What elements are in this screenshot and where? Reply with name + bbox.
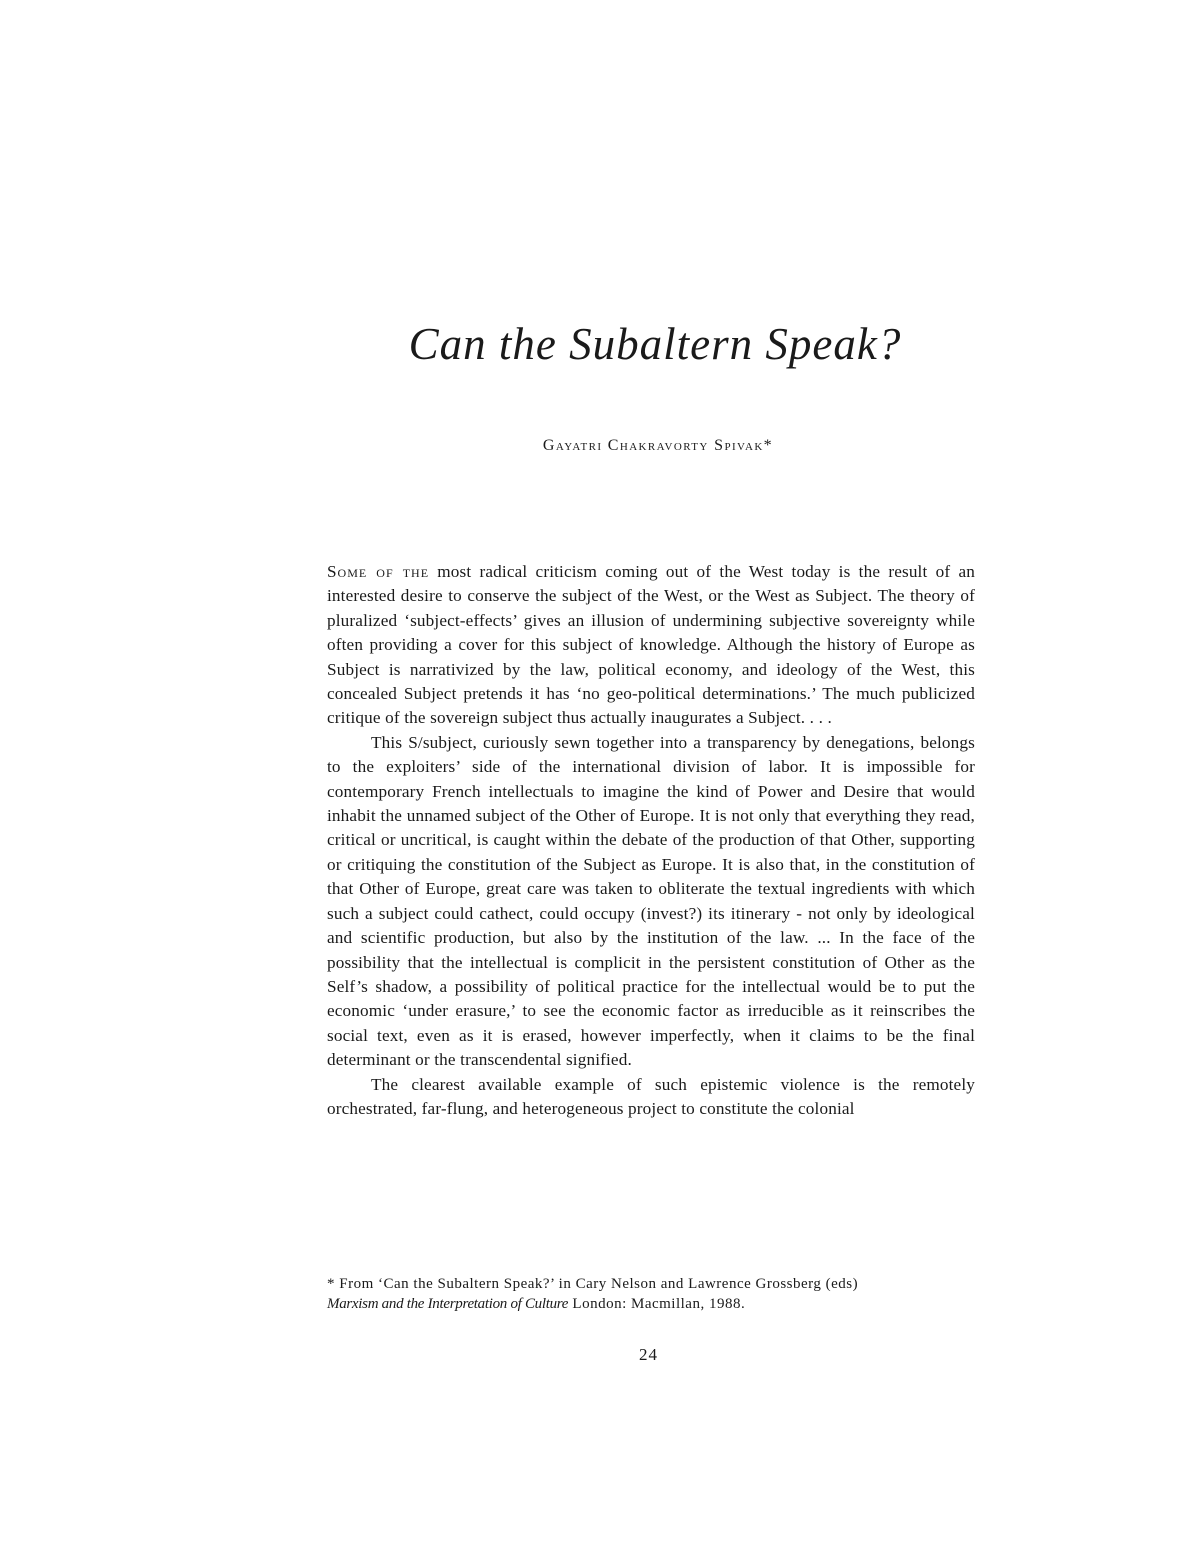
footnote-publisher: London: Macmillan, 1988. [568, 1296, 746, 1312]
footnote-line-2 [327, 1294, 975, 1314]
footnote-line-1: * From ‘Can the Subaltern Speak?’ in Cary Nelson and Lawrence Grossberg (eds) [327, 1276, 859, 1292]
footnote [327, 1274, 975, 1314]
paragraph-3: The clearest available example of such epistemic violence is the remotely orchestrated, far-flung, and heterogeneous project to constitute the colonial [327, 1074, 975, 1118]
opening-smallcaps: Some of the [327, 562, 430, 581]
paragraph-1 [327, 560, 975, 731]
page-number: 24 [639, 1345, 658, 1364]
body-text [327, 560, 975, 1121]
article-title: Can the Subaltern Speak? [408, 319, 902, 369]
article-author: Gayatri Chakravorty Spivak* [542, 437, 774, 454]
paragraph-1-text: most radical criticism coming out of the West today is the result of an interested desire to conserve the subject of the West, or the West as Subject. The theory of pluralized ‘subject-effects’ gives an illusion of undermining subjective sovereignty while often providing a cover for this subject of knowledge. Although the history of Europe as Subject is narrativized by the law, political economy, and ideology of the West, this concealed Subject pretends it has ‘no geo-political determinations.’ The much publicized critique of the sovereign subject thus actually inaugurates a Subject. . . . [327, 562, 975, 728]
paragraph-2: This S/subject, curiously sewn together into a transparency by denegations, belongs to the exploiters’ side of the international division of labor. It is impossible for contemporary French intellectuals to imagine the kind of Power and Desire that would inhabit the unnamed subject of the Other of Europe. It is not only that everything they read, critical or uncritical, is caught within the debate of the production of that Other, supporting or critiquing the constitution of the Subject as Europe. It is also that, in the constitution of that Other of Europe, great care was taken to obliterate the textual ingredients with which such a subject could cathect, could occupy (invest?) its itinerary - not only by ideological and scientific production, but also by the institution of the law. ... In the face of the possibility that the intellectual is complicit in the persistent constitution of Other as the Self’s shadow, a possibility of political practice for the intellectual would be to put the economic ‘under erasure,’ to see the economic factor as irreducible as it reinscribes the social text, even as it is erased, however imperfectly, when it claims to be the final determinant or the transcendental signified. [327, 732, 975, 1070]
footnote-book-title: Marxism and the Interpretation of Culture [327, 1296, 569, 1312]
